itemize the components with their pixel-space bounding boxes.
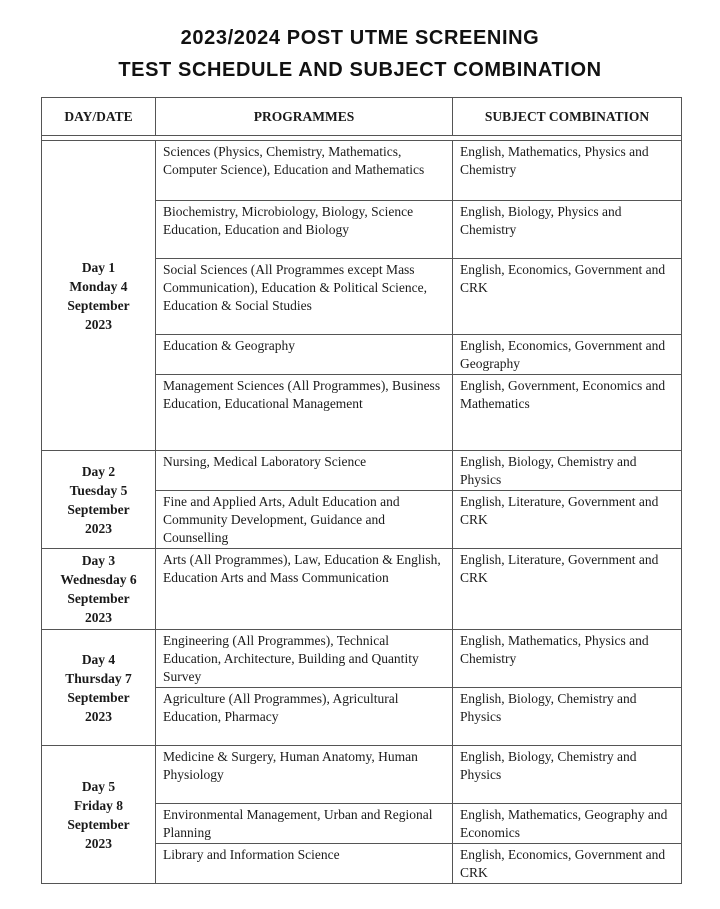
- programmes-cell: Environmental Management, Urban and Regional Planning: [156, 804, 453, 844]
- programmes-cell: Fine and Applied Arts, Adult Education and Community Development, Guidance and Counselling: [156, 491, 453, 549]
- day-cell: [42, 746, 156, 884]
- programmes-cell: Arts (All Programmes), Law, Education & English, Education Arts and Mass Communication: [156, 549, 453, 630]
- subjects-cell: English, Economics, Government and Geography: [453, 335, 682, 375]
- day-month: September: [67, 591, 130, 606]
- day-year: 2023: [85, 708, 112, 724]
- subjects-cell: English, Mathematics, Geography and Economics: [453, 804, 682, 844]
- day-label: Day 5: [81, 778, 116, 794]
- subjects-cell: English, Mathematics, Physics and Chemistry: [453, 141, 682, 201]
- programmes-cell: Biochemistry, Microbiology, Biology, Science Education, Education and Biology: [156, 201, 453, 259]
- day-year: 2023: [85, 835, 112, 851]
- day-weekday: Monday 4: [69, 278, 128, 294]
- programmes-cell: Sciences (Physics, Chemistry, Mathematics, Computer Science), Education and Mathematics: [156, 141, 453, 201]
- day-weekday: Friday 8: [73, 797, 124, 813]
- day-year: 2023: [85, 610, 112, 625]
- subjects-cell: English, Biology, Chemistry and Physics: [453, 688, 682, 746]
- programmes-cell: Nursing, Medical Laboratory Science: [156, 451, 453, 491]
- subjects-cell: English, Biology, Physics and Chemistry: [453, 201, 682, 259]
- subjects-cell: English, Economics, Government and CRK: [453, 259, 682, 335]
- day-month: September: [67, 297, 130, 313]
- day-cell: [42, 451, 156, 549]
- table-row: [42, 549, 682, 630]
- header-day-date: DAY/DATE: [42, 98, 156, 136]
- day-label: Day 1: [81, 259, 116, 275]
- programmes-cell: Management Sciences (All Programmes), Business Education, Educational Management: [156, 375, 453, 451]
- programmes-cell: Medicine & Surgery, Human Anatomy, Human Physiology: [156, 746, 453, 804]
- subjects-cell: English, Biology, Chemistry and Physics: [453, 451, 682, 491]
- table-row: [42, 746, 682, 804]
- subjects-cell: English, Government, Economics and Mathematics: [453, 375, 682, 451]
- page-title: 2023/2024 POST UTME SCREENING: [180, 27, 540, 49]
- table-header-row: [42, 98, 682, 136]
- programmes-cell: Agriculture (All Programmes), Agricultural Education, Pharmacy: [156, 688, 453, 746]
- header-programmes: PROGRAMMES: [156, 98, 453, 136]
- schedule-table: [41, 97, 682, 884]
- day-year: 2023: [85, 316, 112, 332]
- day-month: September: [67, 689, 130, 705]
- subjects-cell: English, Economics, Government and CRK: [453, 844, 682, 884]
- table-row: [42, 630, 682, 688]
- day-label: Day 3: [81, 553, 116, 568]
- day-year: 2023: [85, 520, 112, 536]
- programmes-cell: Social Sciences (All Programmes except Mass Communication), Education & Political Science, Education & Social Studies: [156, 259, 453, 335]
- day-month: September: [67, 501, 130, 517]
- subjects-cell: English, Literature, Government and CRK: [453, 549, 682, 630]
- page-subtitle: TEST SCHEDULE AND SUBJECT COMBINATION: [118, 59, 602, 81]
- day-label: Day 4: [81, 651, 116, 667]
- day-weekday: Tuesday 5: [69, 482, 128, 498]
- subjects-cell: English, Biology, Chemistry and Physics: [453, 746, 682, 804]
- programmes-cell: Education & Geography: [156, 335, 453, 375]
- subjects-cell: English, Literature, Government and CRK: [453, 491, 682, 549]
- day-label: Day 2: [81, 463, 116, 479]
- day-cell: [42, 549, 156, 630]
- subjects-cell: English, Mathematics, Physics and Chemistry: [453, 630, 682, 688]
- day-weekday: Thursday 7: [65, 670, 132, 686]
- table-row: [42, 451, 682, 491]
- day-cell: [42, 630, 156, 746]
- day-month: September: [67, 816, 130, 832]
- table-row: [42, 141, 682, 201]
- day-weekday: Wednesday 6: [60, 572, 137, 587]
- day-cell: [42, 141, 156, 451]
- header-subject-combination: SUBJECT COMBINATION: [453, 98, 682, 136]
- programmes-cell: Library and Information Science: [156, 844, 453, 884]
- programmes-cell: Engineering (All Programmes), Technical Education, Architecture, Building and Quantity Survey: [156, 630, 453, 688]
